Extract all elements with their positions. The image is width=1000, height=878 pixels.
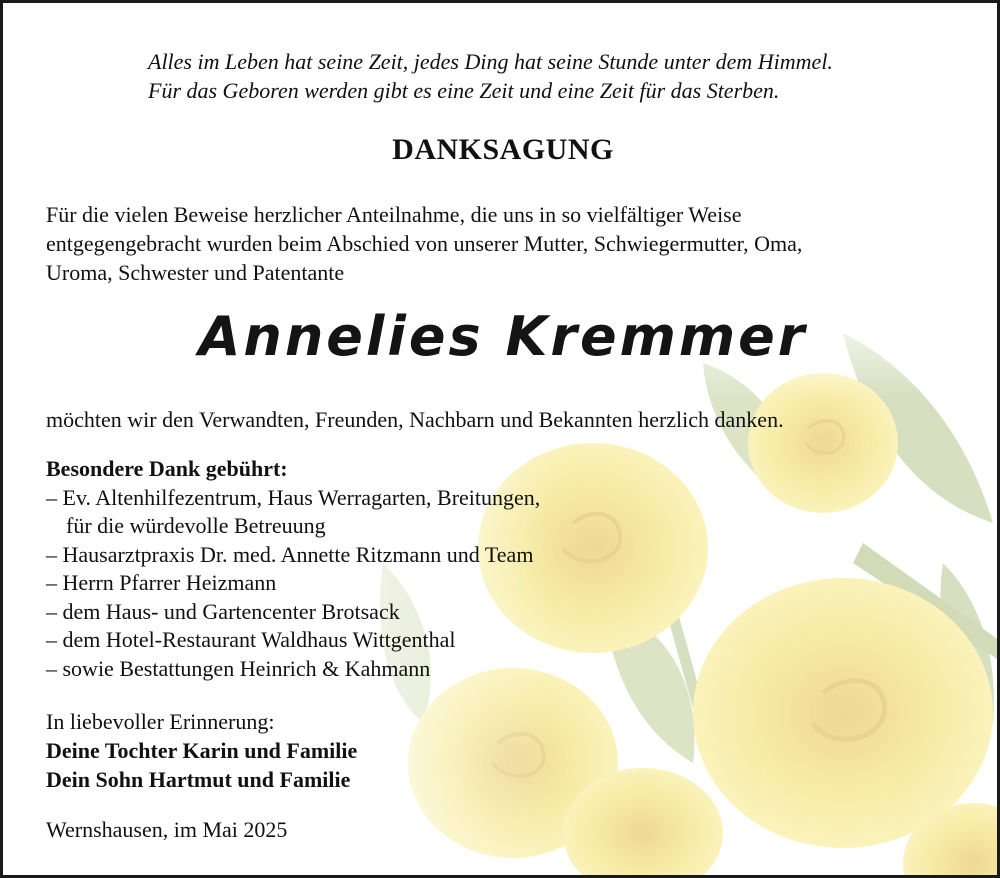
list-item: – Herrn Pfarrer Heizmann — [46, 570, 277, 595]
intro-line-3: Uroma, Schwester und Patentante — [46, 260, 345, 285]
intro-paragraph — [46, 200, 976, 287]
danksagung-heading: DANKSAGUNG — [392, 133, 614, 166]
intro-line-2: entgegengebracht wurden beim Abschied von unserer Mutter, Schwiegermutter, Oma, — [46, 231, 803, 256]
quote-line-1: Alles im Leben hat seine Zeit, jedes Ding hat seine Stunde unter dem Himmel. — [148, 49, 833, 74]
quote-line-2: Für das Geboren werden gibt es eine Zeit und eine Zeit für das Sterben. — [148, 78, 780, 103]
family-line-2: Dein Sohn Hartmut und Familie — [46, 767, 351, 792]
place-date: Wernshausen, im Mai 2025 — [46, 817, 288, 842]
special-thanks-section — [46, 455, 746, 683]
closing-intro: In liebevoller Erinnerung: — [46, 709, 275, 734]
special-thanks-list — [46, 484, 746, 684]
list-item-continuation: für die würdevolle Betreuung — [66, 513, 326, 538]
list-item: – dem Haus- und Gartencenter Brotsack — [46, 598, 400, 624]
list-item: – dem Hotel-Restaurant Waldhaus Wittgenthal — [46, 627, 456, 652]
family-line-1: Deine Tochter Karin und Familie — [46, 738, 358, 763]
list-item — [46, 484, 746, 541]
intro-line-1: Für die vielen Beweise herzlicher Anteilnahme, die uns in so vielfältiger Weise — [46, 202, 742, 227]
list-item: – sowie Bestattungen Heinrich & Kahmann — [46, 655, 431, 681]
closing-section — [46, 707, 746, 794]
list-item: – Hausarztpraxis Dr. med. Annette Ritzmann und Team — [46, 541, 534, 567]
bible-quote — [148, 47, 988, 105]
deceased-name: Annelies Kremmer — [198, 305, 808, 368]
thanks-line: möchten wir den Verwandten, Freunden, Nachbarn und Bekannten herzlich danken. — [46, 407, 784, 432]
list-item-text: – Ev. Altenhilfezentrum, Haus Werragarten, Breitungen, — [46, 484, 541, 510]
special-thanks-title: Besondere Dank gebührt: — [46, 456, 288, 481]
